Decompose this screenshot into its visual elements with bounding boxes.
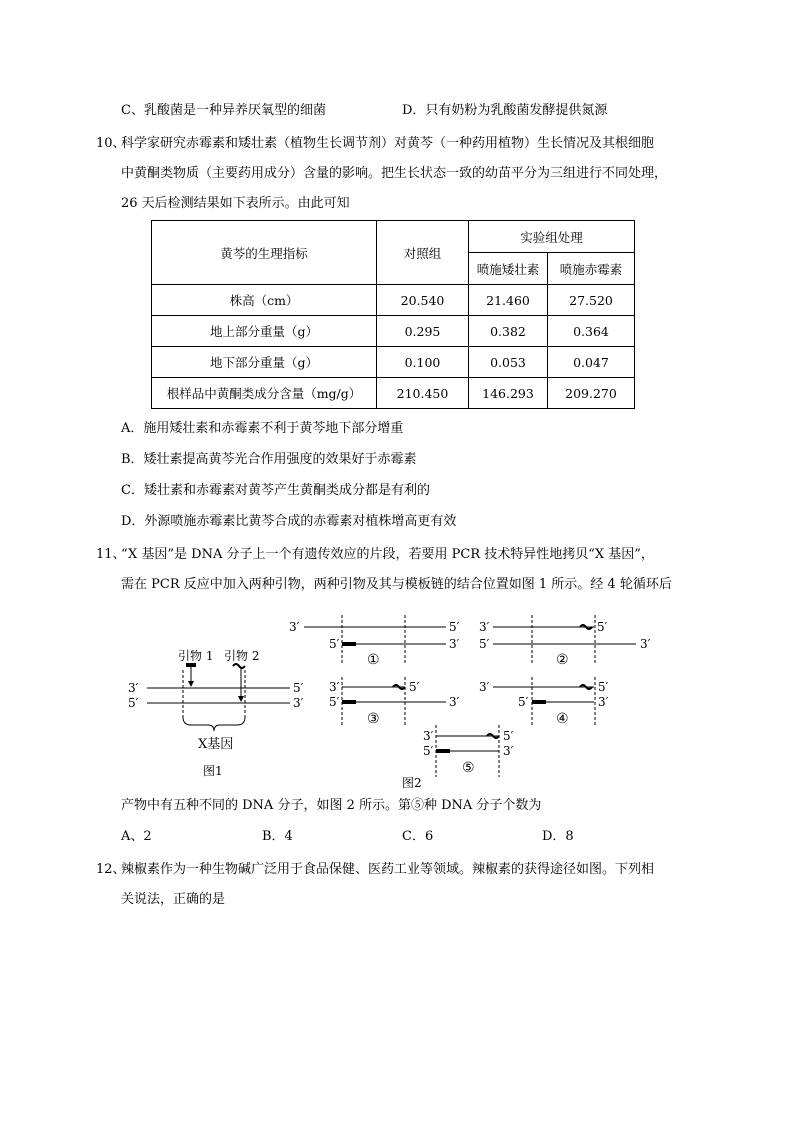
svg-text:5′: 5′ bbox=[423, 744, 434, 758]
q11-option-d: D．8 bbox=[542, 829, 574, 844]
svg-text:5′: 5′ bbox=[598, 680, 609, 694]
q12-stem-line1: 辣椒素作为一种生物碱广泛用于食品保健、医药工业等领域。辣椒素的获得途径如图。下列相 bbox=[121, 862, 655, 877]
q11-option-c: C．6 bbox=[402, 829, 434, 844]
pcr-figures bbox=[0, 605, 794, 805]
fig1-caption: 图1 bbox=[203, 764, 223, 778]
header-indicator: 黄芩的生理指标 bbox=[152, 221, 377, 285]
label-5: ⑤ bbox=[462, 760, 475, 776]
primer2-mark bbox=[233, 664, 245, 668]
table-row bbox=[152, 316, 635, 347]
header-sub-dwarf: 喷施矮壮素 bbox=[469, 253, 548, 285]
fig1-right-bottom-end: 3′ bbox=[293, 696, 304, 710]
header-experiment: 实验组处理 bbox=[469, 221, 635, 253]
q10-option-c: C．矮壮素和赤霉素对黄芩产生黄酮类成分都是有利的 bbox=[121, 483, 430, 498]
q12-number: 12、 bbox=[96, 862, 126, 877]
cell-control: 0.295 bbox=[377, 316, 469, 347]
svg-text:3′: 3′ bbox=[329, 680, 340, 694]
svg-text:5′: 5′ bbox=[503, 729, 514, 743]
q10-stem-line2: 中黄酮类物质（主要药用成分）含量的影响。把生长状态一致的幼苗平分为三组进行不同处理， bbox=[121, 166, 668, 181]
cell-control: 0.100 bbox=[377, 347, 469, 378]
cell-gibberellin: 27.520 bbox=[548, 285, 635, 316]
fig1-left-bottom-end: 5′ bbox=[128, 696, 139, 710]
q9-option-c: C、乳酸菌是一种异养厌氧型的细菌 bbox=[121, 103, 326, 118]
q11-stem-line1: “X 基因”是 DNA 分子上一个有遗传效应的片段，若要用 PCR 技术特异性地拷贝“X 基因”， bbox=[121, 547, 654, 562]
q10-data-table bbox=[151, 220, 635, 409]
label-4: ④ bbox=[556, 711, 569, 727]
figure-2 bbox=[289, 615, 651, 790]
dna-molecule-1 bbox=[289, 615, 460, 668]
cell-dwarf: 0.382 bbox=[469, 316, 548, 347]
q10-option-d: D．外源喷施赤霉素比黄芩合成的赤霉素对植株增高更有效 bbox=[121, 514, 457, 529]
row-label: 株高（cm） bbox=[152, 285, 377, 316]
label-3: ③ bbox=[367, 711, 380, 727]
svg-text:5′: 5′ bbox=[597, 620, 608, 634]
header-control: 对照组 bbox=[377, 221, 469, 285]
table-row bbox=[152, 285, 635, 316]
svg-text:5′: 5′ bbox=[518, 695, 529, 709]
dna-molecule-4 bbox=[479, 677, 609, 727]
header-sub-gibberellin: 喷施赤霉素 bbox=[548, 253, 635, 285]
cell-control: 210.450 bbox=[377, 378, 469, 409]
table-row bbox=[152, 347, 635, 378]
q12-stem-line2: 关说法，正确的是 bbox=[121, 892, 226, 907]
q10-option-b: B．矮壮素提高黄芩光合作用强度的效果好于赤霉素 bbox=[121, 452, 417, 467]
label-2: ② bbox=[556, 652, 569, 668]
svg-text:5′: 5′ bbox=[449, 620, 460, 634]
fig1-left-top-end: 3′ bbox=[128, 681, 139, 695]
cell-dwarf: 21.460 bbox=[469, 285, 548, 316]
fig1-primer1-label: 引物 1 bbox=[178, 649, 214, 663]
svg-text:5′: 5′ bbox=[329, 695, 340, 709]
q10-number: 10、 bbox=[96, 136, 126, 151]
svg-text:3′: 3′ bbox=[503, 744, 514, 758]
svg-text:3′: 3′ bbox=[423, 729, 434, 743]
svg-text:3′: 3′ bbox=[449, 637, 460, 651]
fig1-primer2-label: 引物 2 bbox=[224, 649, 260, 663]
primer1-mark bbox=[186, 663, 196, 667]
q11-option-b: B．4 bbox=[262, 829, 293, 844]
label-1: ① bbox=[367, 652, 380, 668]
svg-text:3′: 3′ bbox=[449, 695, 460, 709]
svg-text:3′: 3′ bbox=[289, 620, 300, 634]
q10-option-a: A．施用矮壮素和赤霉素不利于黄芩地下部分增重 bbox=[121, 421, 404, 436]
table-row bbox=[152, 378, 635, 409]
dna-molecule-2 bbox=[479, 615, 651, 668]
q11-number: 11、 bbox=[96, 547, 126, 562]
q10-stem-line1: 科学家研究赤霉素和矮壮素（植物生长调节剂）对黄芩（一种药用植物）生长情况及其根细胞 bbox=[121, 136, 655, 151]
row-label: 地上部分重量（g） bbox=[152, 316, 377, 347]
q11-stem-line2: 需在 PCR 反应中加入两种引物，两种引物及其与模板链的结合位置如图 1 所示。经 4 轮循环后 bbox=[121, 577, 672, 592]
cell-gibberellin: 0.364 bbox=[548, 316, 635, 347]
row-label: 根样品中黄酮类成分含量（mg/g） bbox=[152, 378, 377, 409]
q11-stem-line3: 产物中有五种不同的 DNA 分子，如图 2 所示。第⑤种 DNA 分子个数为 bbox=[121, 798, 542, 813]
row-label: 地下部分重量（g） bbox=[152, 347, 377, 378]
svg-text:3′: 3′ bbox=[479, 680, 490, 694]
svg-text:3′: 3′ bbox=[598, 695, 609, 709]
q10-stem-line3: 26 天后检测结果如下表所示。由此可知 bbox=[121, 196, 350, 211]
svg-text:3′: 3′ bbox=[479, 620, 490, 634]
svg-text:5′: 5′ bbox=[329, 637, 340, 651]
svg-text:3′: 3′ bbox=[640, 637, 651, 651]
dna-molecule-5 bbox=[423, 725, 514, 777]
cell-control: 20.540 bbox=[377, 285, 469, 316]
dna-molecule-3 bbox=[329, 677, 460, 727]
cell-dwarf: 0.053 bbox=[469, 347, 548, 378]
q11-option-a: A、2 bbox=[121, 829, 152, 844]
cell-dwarf: 146.293 bbox=[469, 378, 548, 409]
svg-text:5′: 5′ bbox=[409, 680, 420, 694]
q9-option-d: D．只有奶粉为乳酸菌发酵提供氮源 bbox=[402, 103, 608, 118]
cell-gibberellin: 0.047 bbox=[548, 347, 635, 378]
cell-gibberellin: 209.270 bbox=[548, 378, 635, 409]
figure-1 bbox=[128, 648, 304, 778]
svg-text:5′: 5′ bbox=[479, 637, 490, 651]
fig1-gene-label: X基因 bbox=[198, 737, 234, 752]
fig1-right-top-end: 5′ bbox=[293, 681, 304, 695]
fig2-caption: 图2 bbox=[402, 776, 422, 790]
